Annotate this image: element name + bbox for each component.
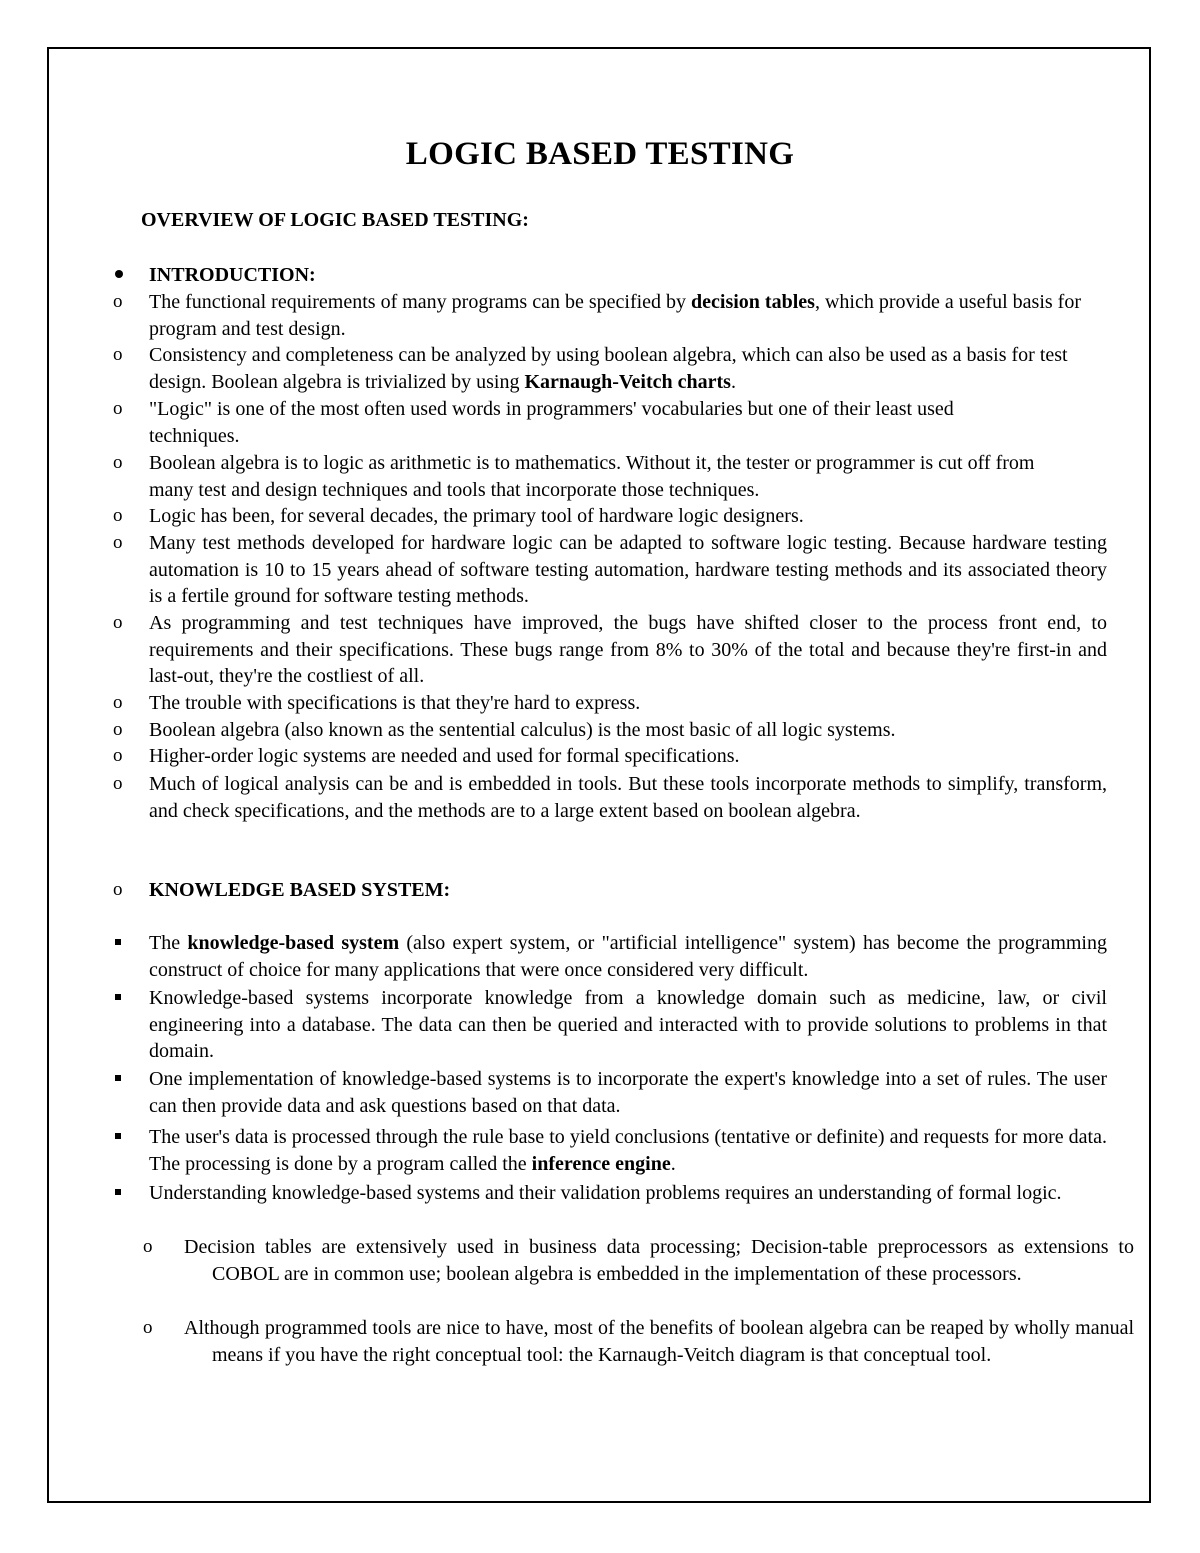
page-title: LOGIC BASED TESTING xyxy=(405,136,795,172)
introduction-heading: INTRODUCTION: xyxy=(149,264,316,286)
overview-heading: OVERVIEW OF LOGIC BASED TESTING: xyxy=(141,209,529,231)
knowledge-heading: KNOWLEDGE BASED SYSTEM: xyxy=(149,879,451,901)
